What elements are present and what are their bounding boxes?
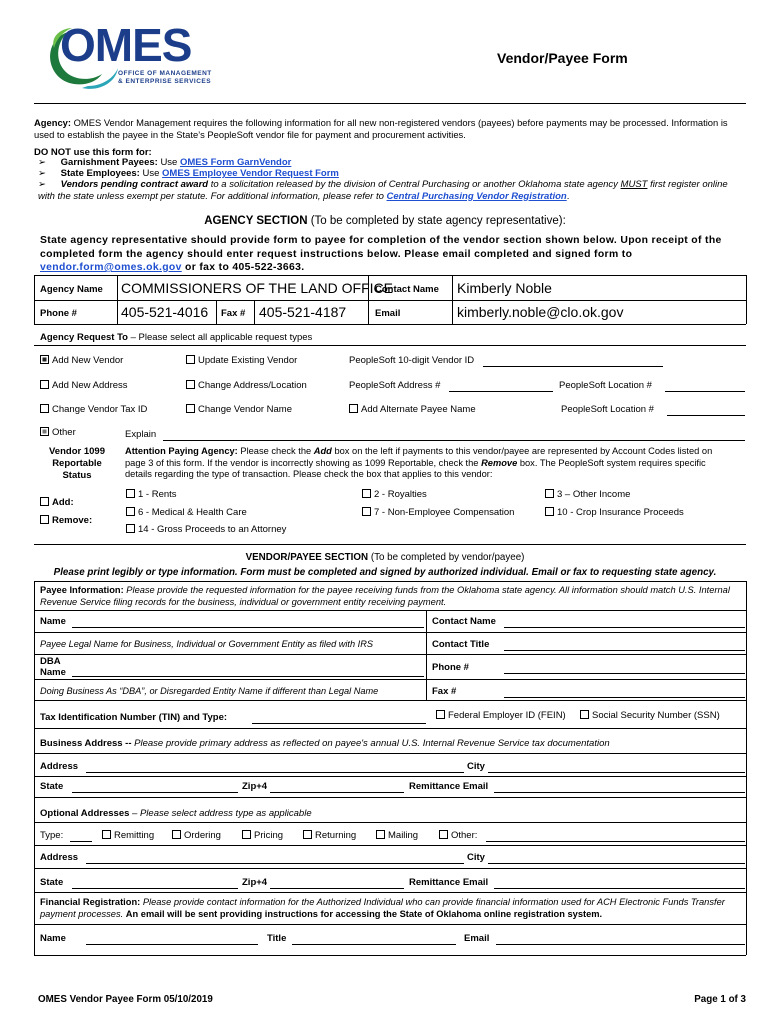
- vendor-form-email-link[interactable]: vendor.form@omes.ok.gov: [40, 262, 182, 274]
- payee-name-label: Name: [40, 616, 66, 627]
- address-2-field[interactable]: [86, 850, 464, 864]
- agency-box-div1: [117, 275, 118, 324]
- type-option-label: Other:: [451, 830, 478, 841]
- code-label: 6 - Medical & Health Care: [138, 507, 247, 518]
- opt-label: Add New Vendor: [52, 355, 124, 366]
- ps-address-field[interactable]: [449, 378, 553, 392]
- payee-contact-name-label: Contact Name: [432, 616, 496, 627]
- vendor-1099-title: [38, 446, 116, 482]
- ps-location-label: PeopleSoft Location #: [559, 380, 652, 391]
- email-label: Email: [375, 308, 401, 319]
- attention-add-word: Add: [313, 446, 332, 456]
- checkbox-icon[interactable]: [126, 507, 135, 516]
- fax-row-line: [34, 700, 746, 701]
- agency-label: Agency:: [34, 117, 71, 128]
- bullet-text: to a solicitation released by the division of Central Purchasing or another Oklahoma state agency: [210, 179, 618, 190]
- employee-vendor-link[interactable]: OMES Employee Vendor Request Form: [162, 168, 339, 179]
- agency-box-div3: [452, 275, 453, 324]
- checkbox-icon[interactable]: [102, 830, 111, 839]
- business-row-line: [34, 753, 746, 754]
- tin-row-line: [34, 728, 746, 729]
- code-7-nonemployee[interactable]: [362, 507, 514, 519]
- city-2-label: City: [467, 852, 485, 863]
- type-remitting[interactable]: [102, 830, 154, 842]
- optional-label: Optional Addresses: [40, 808, 130, 819]
- code-label: 2 - Royalties: [374, 489, 427, 500]
- bullet-must: MUST: [620, 179, 648, 190]
- zip-2-field[interactable]: [270, 875, 404, 889]
- type-other-field[interactable]: [486, 828, 745, 842]
- checkbox-icon[interactable]: [242, 830, 251, 839]
- add-1099-checkbox[interactable]: [40, 497, 74, 509]
- checkbox-icon[interactable]: [436, 710, 445, 719]
- bullet-label: State Employees:: [60, 168, 140, 179]
- ps-vendor-id-field[interactable]: [483, 353, 663, 367]
- dba-hint: Doing Business As “DBA”, or Disregarded Entity Name if different than Legal Name: [40, 686, 379, 696]
- payee-info-text: Please provide the requested information for the payee receiving funds from the Oklahoma state agency. All information should match U.S. Internal Revenue Service filing records for the business, individual or government entity receiving payment.: [40, 585, 730, 607]
- city-2-field[interactable]: [488, 850, 745, 864]
- fin-name-field[interactable]: [86, 931, 258, 945]
- logo-subtitle-2: & ENTERPRISE SERVICES: [118, 78, 212, 85]
- name-row-div: [426, 610, 427, 700]
- opt-label: Change Vendor Tax ID: [52, 404, 148, 415]
- state-2-field[interactable]: [72, 875, 238, 889]
- state-2-row-line: [34, 892, 746, 893]
- vendor-1099-title-1: Vendor 1099: [49, 446, 105, 457]
- checkbox-icon[interactable]: [545, 489, 554, 498]
- vendor-box-bottom: [34, 955, 746, 956]
- add-label: Add:: [52, 497, 74, 508]
- opt-add-alt-payee[interactable]: [349, 404, 476, 416]
- vendor-heading-note: (To be completed by vendor/payee): [370, 552, 525, 563]
- address-row-line: [34, 776, 746, 777]
- fin-email-field[interactable]: [496, 931, 745, 945]
- checkbox-icon[interactable]: [40, 427, 49, 436]
- vendor-1099-title-2: Reportable: [52, 458, 102, 470]
- remit-email-2-field[interactable]: [494, 875, 745, 889]
- agency-box-left: [34, 275, 35, 324]
- address-label: Address: [40, 761, 79, 772]
- financial-label: Financial Registration:: [40, 897, 141, 907]
- fin-email-label: Email: [464, 933, 490, 944]
- dba-label-1: DBA: [40, 656, 61, 667]
- attention-remove-word: Remove: [481, 457, 518, 468]
- financial-registration: [40, 897, 730, 920]
- garn-vendor-link[interactable]: OMES Form GarnVendor: [179, 157, 292, 168]
- checkbox-icon[interactable]: [362, 489, 371, 498]
- code-label: 7 - Non-Employee Compensation: [374, 507, 515, 518]
- opt-label: Other: [52, 427, 76, 438]
- fein-option[interactable]: [436, 710, 566, 722]
- code-2-royalties[interactable]: [362, 489, 427, 501]
- agency-text: OMES Vendor Management requires the following information for all new non-registered vendors (payees) before payments may be processed. Information is used to establish the payee in the State’s PeopleSoft vendor file for payment and procurement activities.: [34, 117, 728, 140]
- vendor-1099-title-3: Status: [62, 470, 92, 482]
- checkbox-icon[interactable]: [186, 380, 195, 389]
- fax-field[interactable]: 405-521-4187: [259, 304, 347, 320]
- checkbox-icon[interactable]: [580, 710, 589, 719]
- phone-label: Phone #: [40, 308, 77, 319]
- checkbox-icon[interactable]: [439, 830, 448, 839]
- contact-title-label: Contact Title: [432, 639, 490, 650]
- ps-vendor-id-label: PeopleSoft 10-digit Vendor ID: [349, 355, 475, 366]
- payee-name-field[interactable]: [72, 614, 424, 628]
- agency-request-to: [40, 332, 312, 344]
- checkbox-icon[interactable]: [40, 404, 49, 413]
- opt-add-new-address[interactable]: [40, 380, 128, 392]
- form-title: Vendor/Payee Form: [497, 50, 628, 66]
- city-field[interactable]: [488, 759, 745, 773]
- do-not-use-heading: DO NOT use this form for:: [34, 147, 152, 158]
- title-divider: [34, 103, 746, 104]
- state-label: State: [40, 781, 64, 792]
- opt-change-tax-id[interactable]: [40, 404, 147, 416]
- arrow-bullet-icon: ➢: [38, 157, 46, 168]
- checkbox-icon[interactable]: [40, 497, 49, 506]
- state-2-label: State: [40, 877, 64, 888]
- attention-text-1: Please check the: [240, 446, 312, 456]
- type-option-label: Returning: [315, 830, 357, 841]
- financial-text: Please provide contact information for the Authorized Individual who can provide financial information used for ACH Electronic Funds Transfer payment processes.: [40, 897, 725, 919]
- business-address-label: Business Address --: [40, 738, 132, 749]
- type-option-label: Ordering: [184, 830, 221, 841]
- checkbox-checked-icon[interactable]: [40, 355, 49, 364]
- code-6-medical[interactable]: [126, 507, 247, 519]
- logo-word: OMES: [60, 19, 192, 71]
- footer-page-number: Page 1 of 3: [694, 994, 746, 1005]
- payee-info-label: Payee Information:: [40, 585, 124, 595]
- payee-info-divider: [34, 610, 746, 611]
- bullet-label: Vendors pending contract award: [60, 179, 209, 190]
- ps-location-2-label: PeopleSoft Location #: [561, 404, 654, 415]
- fax-text: or fax to 405-522-3663.: [185, 262, 305, 274]
- attention-text-3: box. The PeopleSoft system requires specific details regarding the type of transaction. Please check the box that applies to this vendor:: [125, 457, 706, 480]
- agency-box-div4: [216, 300, 217, 324]
- opt-other[interactable]: [40, 427, 76, 439]
- code-label: 14 - Gross Proceeds to an Attorney: [138, 524, 287, 535]
- optional-row-line: [34, 822, 746, 823]
- opt-change-vendor-name[interactable]: [186, 404, 292, 416]
- zip-field[interactable]: [270, 779, 404, 793]
- code-1-rents[interactable]: [126, 489, 177, 501]
- remit-email-label: Remittance Email: [409, 781, 489, 792]
- code-label: 1 - Rents: [138, 489, 177, 500]
- section-divider: [34, 544, 746, 545]
- agency-section-heading: [0, 214, 770, 228]
- type-pricing[interactable]: [242, 830, 283, 842]
- agency-name-label: Agency Name: [40, 284, 103, 295]
- contact-name-field[interactable]: Kimberly Noble: [457, 280, 552, 296]
- remove-label: Remove:: [52, 515, 93, 526]
- agency-box-bottom: [34, 324, 746, 325]
- code-label: 3 – Other Income: [557, 489, 631, 500]
- explain-field[interactable]: [163, 427, 745, 441]
- payee-phone-label: Phone #: [432, 662, 469, 673]
- checkbox-icon[interactable]: [40, 380, 49, 389]
- checkbox-icon[interactable]: [126, 489, 135, 498]
- contact-name-label: Contact Name: [375, 284, 439, 295]
- state-field[interactable]: [72, 779, 238, 793]
- type-returning[interactable]: [303, 830, 356, 842]
- explain-label: Explain: [125, 429, 157, 440]
- request-divider: [34, 345, 746, 346]
- bullet-text-2: first register online with the state unless exempt per statute. For additional information, please refer to: [38, 179, 728, 202]
- type-label: Type:: [40, 830, 64, 841]
- intro-paragraph: [34, 117, 746, 141]
- agency-box-div5: [254, 300, 255, 324]
- agency-name-field[interactable]: COMMISSIONERS OF THE LAND OFFICE: [121, 280, 393, 296]
- checkbox-icon[interactable]: [376, 830, 385, 839]
- logo-subtitle-1: OFFICE OF MANAGEMENT: [118, 70, 212, 77]
- zip-label: Zip+4: [242, 781, 268, 792]
- business-address-note: Please provide primary address as reflected on payee's annual U.S. Internal Revenue Service tax documentation: [134, 738, 610, 749]
- payee-fax-field[interactable]: [504, 684, 745, 698]
- dba-label: [40, 657, 66, 679]
- fax-label: Fax #: [221, 308, 246, 319]
- checkbox-icon[interactable]: [349, 404, 358, 413]
- opt-add-new-vendor[interactable]: [40, 355, 123, 367]
- remove-1099-checkbox[interactable]: [40, 515, 92, 527]
- checkbox-icon[interactable]: [362, 507, 371, 516]
- checkbox-icon[interactable]: [186, 355, 195, 364]
- type-option-label: Remitting: [114, 830, 155, 841]
- address-2-row-line: [34, 868, 746, 869]
- city-label: City: [467, 761, 485, 772]
- request-to-label: Agency Request To: [40, 332, 128, 343]
- bullet-pending-contract: ➢ Vendors pending contract award to a solicitation released by the division of Central Purchasing or another Oklahoma state agency MUST first register online with the state unless exempt per statute. For additional information, please refer to Central Purchasing Vendor Registration.: [38, 179, 728, 202]
- bullet-text: Use: [160, 157, 178, 168]
- optional-addresses-heading: [40, 808, 312, 820]
- ssn-option[interactable]: [580, 710, 720, 722]
- payee-fax-label: Fax #: [432, 686, 457, 697]
- financial-bold-text: An email will be sent providing instructions for accessing the State of Oklahoma online registration system.: [125, 908, 603, 919]
- checkbox-icon[interactable]: [40, 515, 49, 524]
- agency-instructions: [40, 234, 722, 275]
- hint-row-line: [34, 654, 746, 655]
- payee-name-hint: Payee Legal Name for Business, Individual or Government Entity as filed with IRS: [40, 639, 373, 649]
- opt-label: Change Address/Location: [198, 380, 307, 391]
- checkbox-icon[interactable]: [126, 524, 135, 533]
- vendor-section-heading: [0, 552, 770, 564]
- remit-email-2-label: Remittance Email: [409, 877, 489, 888]
- agency-instructions-text: State agency representative should provide form to payee for completion of the vendor section shown below. Upon receipt of the completed form the agency should enter request instructions below. Please email completed and signed form to: [40, 235, 722, 260]
- arrow-bullet-icon: ➢: [38, 168, 46, 179]
- type-mailing[interactable]: [376, 830, 418, 842]
- ssn-label: Social Security Number (SSN): [592, 710, 720, 721]
- type-other[interactable]: [439, 830, 477, 842]
- vendor-subheading: Please print legibly or type information. Form must be completed and signed by authorized individual. Email or fax to requesting state agency.: [53, 567, 717, 578]
- payee-info: [40, 585, 730, 608]
- opt-label: Change Vendor Name: [198, 404, 293, 415]
- code-14-attorney[interactable]: [126, 524, 286, 536]
- fein-label: Federal Employer ID (FEIN): [448, 710, 566, 721]
- payee-phone-field[interactable]: [504, 660, 745, 674]
- vendor-heading-text: VENDOR/PAYEE SECTION: [245, 552, 369, 563]
- remit-email-field[interactable]: [494, 779, 745, 793]
- business-address-heading: [40, 738, 610, 750]
- vendor-box-right: [746, 581, 747, 955]
- omes-logo: [38, 18, 238, 98]
- ps-address-label: PeopleSoft Address #: [349, 380, 441, 391]
- vendor-box-top: [34, 581, 746, 582]
- code-label: 10 - Crop Insurance Proceeds: [557, 507, 684, 518]
- checkbox-icon[interactable]: [545, 507, 554, 516]
- email-field[interactable]: kimberly.noble@clo.ok.gov: [457, 304, 624, 320]
- type-ordering[interactable]: [172, 830, 221, 842]
- attention-label: Attention Paying Agency:: [125, 446, 238, 456]
- fin-title-field[interactable]: [292, 931, 456, 945]
- checkbox-icon[interactable]: [303, 830, 312, 839]
- bullet-label: Garnishment Payees:: [60, 157, 158, 168]
- address-field[interactable]: [86, 759, 464, 773]
- agency-heading-note: (To be completed by state agency representative):: [310, 215, 566, 227]
- tin-label: Tax Identification Number (TIN) and Type:: [40, 712, 228, 723]
- arrow-bullet-icon: ➢: [38, 179, 46, 190]
- opt-update-existing[interactable]: [186, 355, 297, 367]
- fin-title-label: Title: [267, 933, 287, 944]
- bullet-text: Use: [142, 168, 160, 179]
- opt-label: Add Alternate Payee Name: [361, 404, 476, 415]
- request-to-note: – Please select all applicable request types: [130, 332, 313, 343]
- phone-field[interactable]: 405-521-4016: [121, 304, 209, 320]
- opt-label: Update Existing Vendor: [198, 355, 298, 366]
- type-row-line: [34, 845, 746, 846]
- fin-name-label: Name: [40, 933, 66, 944]
- type-option-label: Pricing: [254, 830, 284, 841]
- attention-text-2: box on the left if payments to this vendor/payee are represented by Account Codes listed on page 3 of this form. If the vendor is incorrectly showing as 1099 Reportable, check the: [125, 446, 713, 468]
- contact-title-field[interactable]: [504, 637, 745, 651]
- footer-form-id: OMES Vendor Payee Form 05/10/2019: [38, 994, 213, 1005]
- agency-heading-text: AGENCY SECTION: [204, 215, 308, 227]
- central-purchasing-link[interactable]: Central Purchasing Vendor Registration: [386, 190, 567, 202]
- dba-row-line: [34, 679, 746, 680]
- zip-2-label: Zip+4: [242, 877, 268, 888]
- type-option-label: Mailing: [388, 830, 419, 841]
- dba-name-field[interactable]: [72, 663, 424, 677]
- optional-note: – Please select address type as applicable: [132, 808, 312, 819]
- checkbox-icon[interactable]: [172, 830, 181, 839]
- agency-box-top: [34, 275, 746, 276]
- opt-change-address[interactable]: [186, 380, 307, 392]
- tin-field[interactable]: [252, 710, 426, 724]
- code-3-other-income[interactable]: [545, 489, 630, 501]
- code-10-crop[interactable]: [545, 507, 684, 519]
- dba-label-2: Name: [40, 666, 66, 678]
- opt-label: Add New Address: [52, 380, 128, 391]
- agency-box-mid: [34, 300, 746, 301]
- attention-paying-agency: [125, 446, 735, 481]
- state-row-line: [34, 797, 746, 798]
- checkbox-icon[interactable]: [186, 404, 195, 413]
- ps-location-field[interactable]: [665, 378, 745, 392]
- financial-row-line: [34, 924, 746, 925]
- vendor-box-left: [34, 581, 35, 955]
- payee-contact-name-field[interactable]: [504, 614, 745, 628]
- type-field[interactable]: [70, 828, 92, 842]
- address-2-label: Address: [40, 852, 79, 863]
- ps-location-2-field[interactable]: [667, 402, 745, 416]
- name-row-line: [34, 632, 746, 633]
- agency-box-right: [746, 275, 747, 324]
